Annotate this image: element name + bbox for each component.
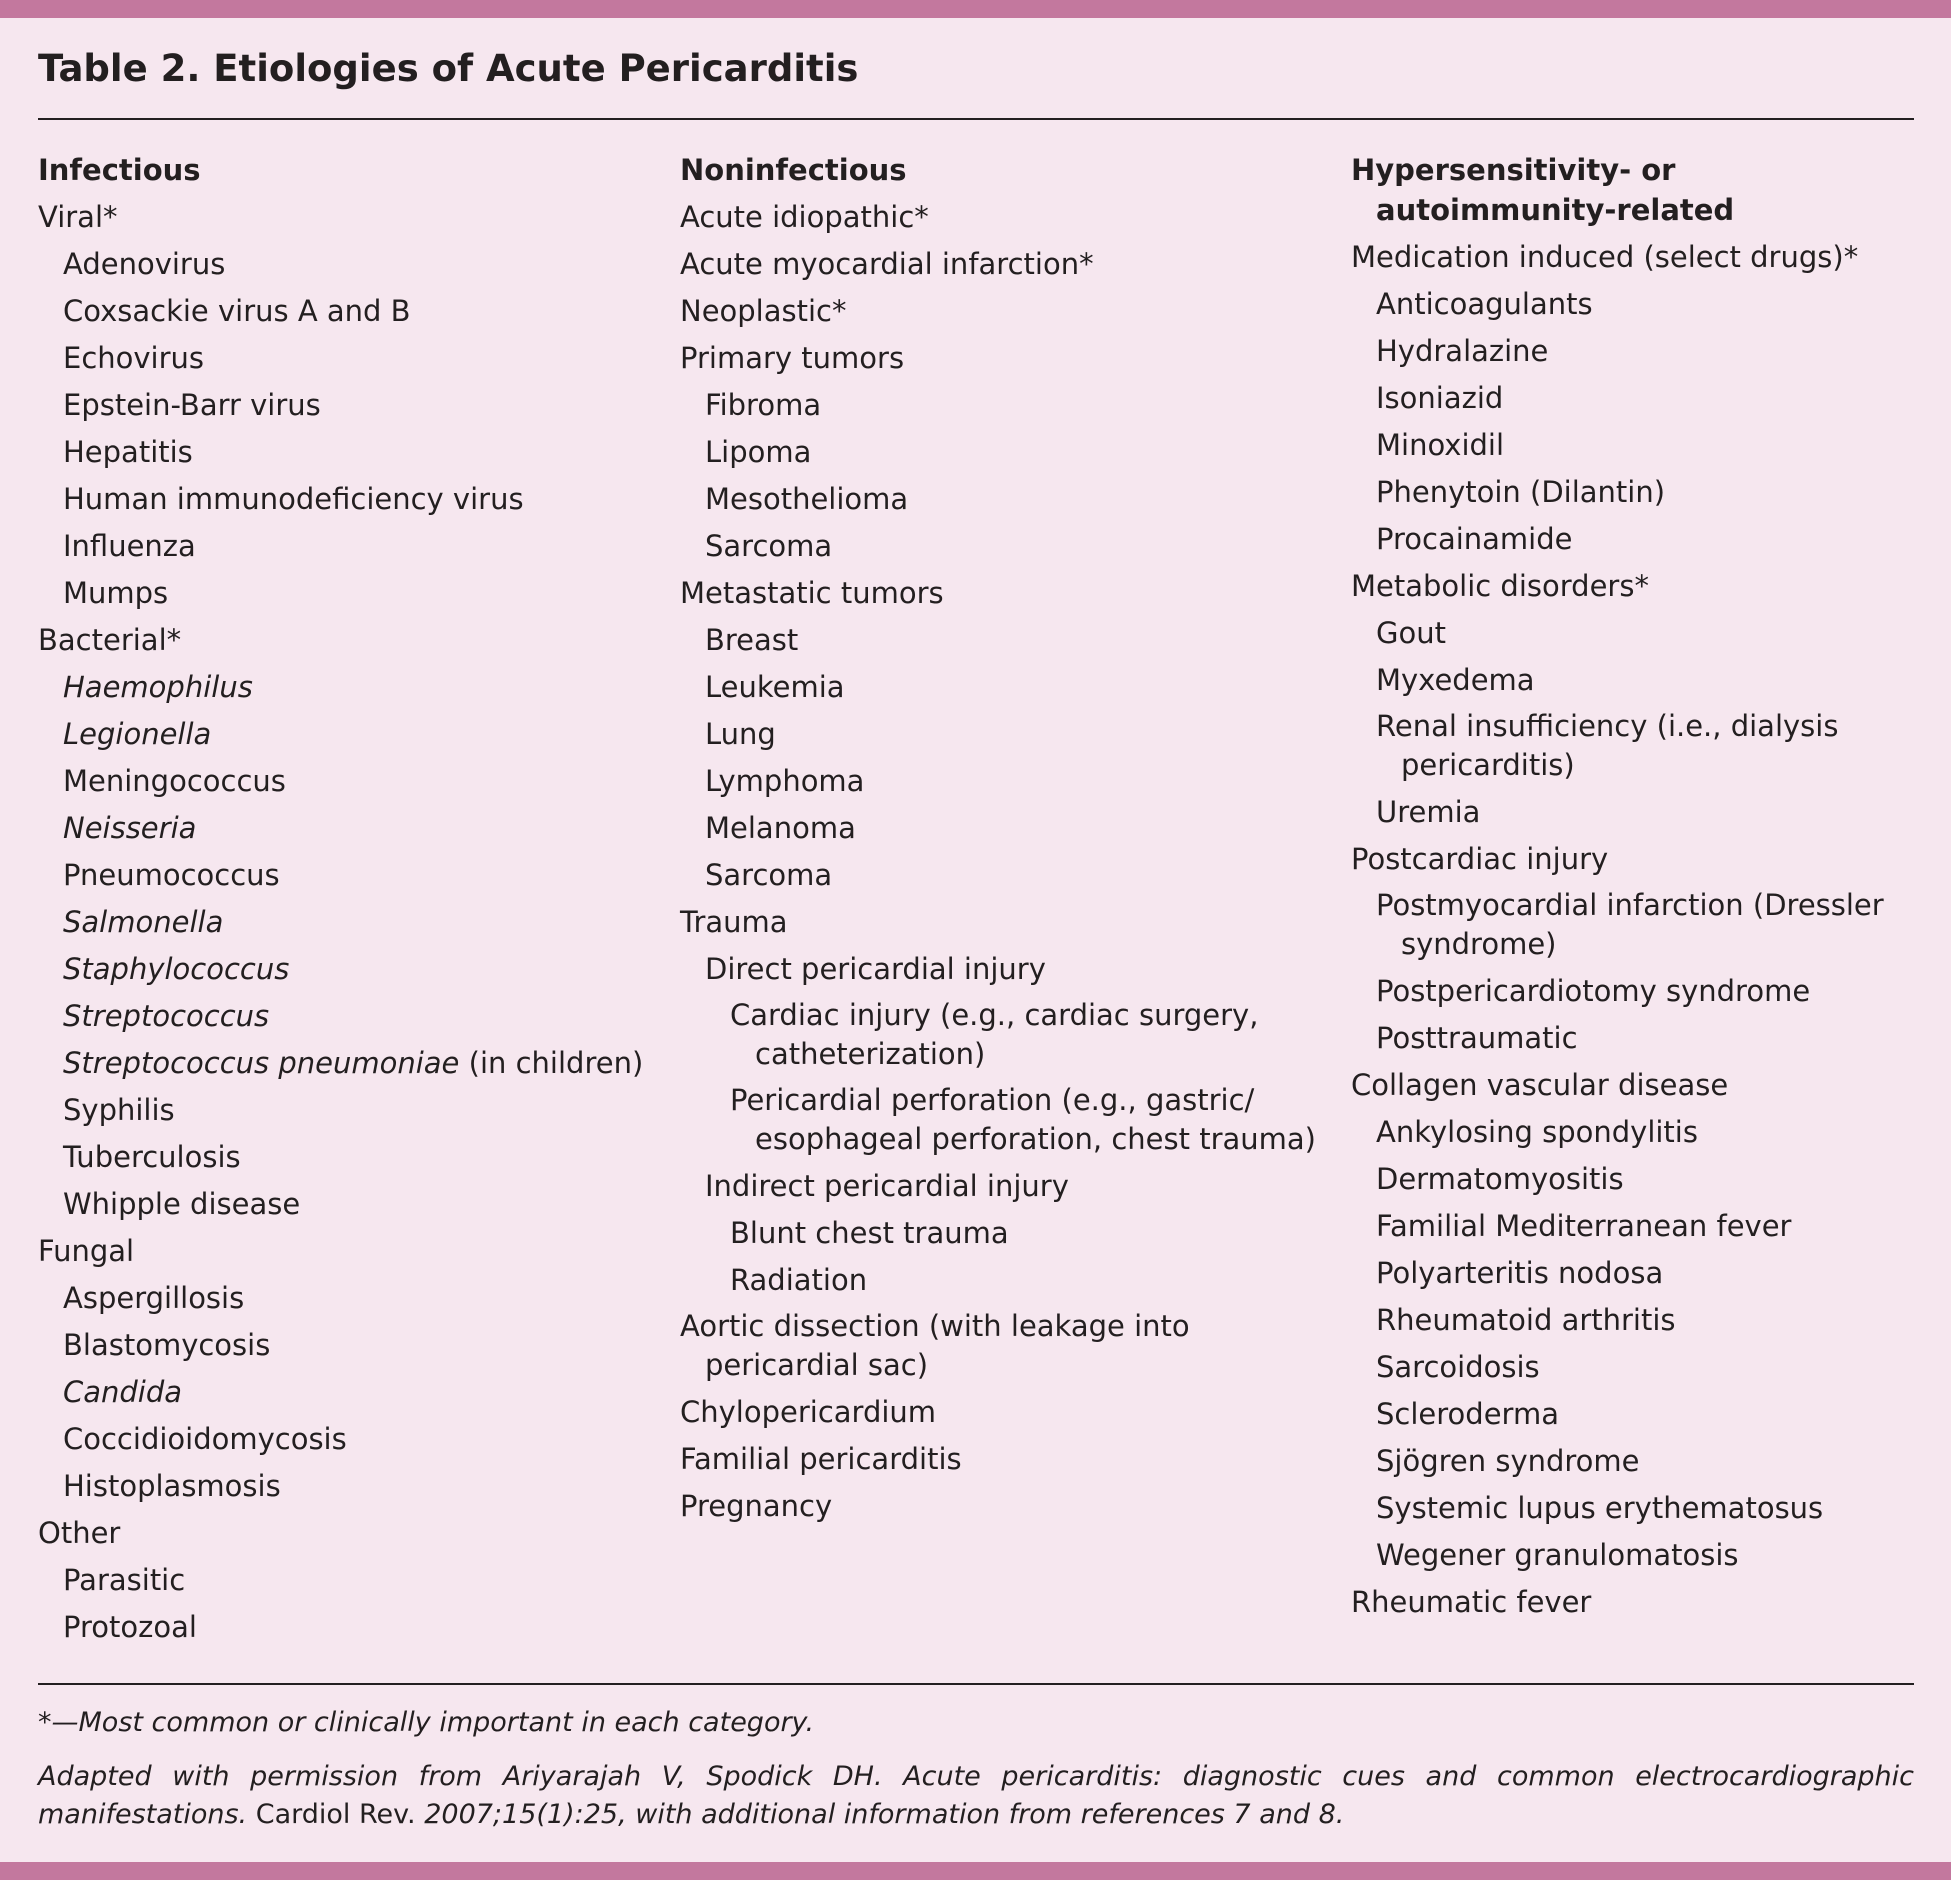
list-item bbox=[680, 244, 1340, 284]
list-item bbox=[38, 338, 658, 378]
column-infectious bbox=[38, 150, 658, 1654]
list-item-text: Legionella bbox=[63, 717, 212, 751]
list-item-text: Wegener granulomatosis bbox=[1376, 1538, 1739, 1572]
list-item-text: Scleroderma bbox=[1376, 1397, 1559, 1431]
list-item-text: Renal insufficiency (i.e., dialysis pericarditis) bbox=[1376, 709, 1839, 782]
list-item bbox=[38, 197, 658, 237]
list-item bbox=[1351, 1253, 1914, 1293]
list-item bbox=[1351, 1441, 1914, 1481]
list-item-text: Whipple disease bbox=[63, 1187, 301, 1221]
list-item-text: Sjögren syndrome bbox=[1376, 1444, 1640, 1478]
list-item bbox=[38, 1090, 658, 1130]
list-item bbox=[680, 1439, 1340, 1479]
list-item bbox=[1351, 566, 1914, 606]
column-heading: Noninfectious bbox=[680, 153, 907, 187]
list-item-text: Adenovirus bbox=[63, 247, 226, 281]
list-item bbox=[1351, 613, 1914, 653]
list-item bbox=[38, 1466, 658, 1506]
list-item bbox=[38, 479, 658, 519]
list-item-text: Candida bbox=[63, 1375, 183, 1409]
list-item-text: Viral* bbox=[38, 200, 118, 234]
list-item bbox=[1351, 519, 1914, 559]
list-item-text: Chylopericardium bbox=[680, 1395, 937, 1429]
source-journal: Cardiol Rev. bbox=[255, 1799, 416, 1830]
list-item bbox=[680, 338, 1340, 378]
list-item-text: Direct pericardial injury bbox=[705, 952, 1046, 986]
list-item bbox=[1351, 1065, 1914, 1105]
list-item-text: Sarcoidosis bbox=[1376, 1350, 1540, 1384]
top-color-band bbox=[0, 0, 1951, 18]
list-item-text: Ankylosing spondylitis bbox=[1376, 1115, 1698, 1149]
list-item bbox=[38, 667, 658, 707]
source-intro: Adapted with permission from Ariyarajah V, Spodick DH. Acute pericarditis: diagnostic cues and common electrocardiographic manifestations. bbox=[38, 1761, 1914, 1830]
list-item bbox=[680, 526, 1340, 566]
list-item-text: Tuberculosis bbox=[63, 1140, 241, 1174]
list-item-text: Indirect pericardial injury bbox=[705, 1169, 1069, 1203]
list-item bbox=[38, 385, 658, 425]
list-item-text: Human immunodeficiency virus bbox=[63, 482, 524, 516]
list-item bbox=[1351, 660, 1914, 700]
list-item-text: Phenytoin (Dilantin) bbox=[1376, 475, 1666, 509]
list-item bbox=[680, 1307, 1340, 1385]
list-item bbox=[38, 902, 658, 942]
list-item bbox=[680, 902, 1340, 942]
title-rule bbox=[38, 118, 1914, 120]
bottom-color-band bbox=[0, 1862, 1951, 1880]
list-item bbox=[38, 620, 658, 660]
list-item-text: Lung bbox=[705, 717, 776, 751]
list-item-text: Coxsackie virus A and B bbox=[63, 294, 411, 328]
list-item-text: Streptococcus pneumoniae bbox=[63, 1046, 460, 1080]
list-item bbox=[680, 573, 1340, 613]
list-item-text: Coccidioidomycosis bbox=[63, 1422, 347, 1456]
list-item-text: Lymphoma bbox=[705, 764, 865, 798]
list-item bbox=[1351, 378, 1914, 418]
list-item bbox=[38, 432, 658, 472]
list-item-text: Neoplastic* bbox=[680, 294, 847, 328]
list-item-text: Other bbox=[38, 1516, 121, 1550]
list-item-text: Trauma bbox=[680, 905, 788, 939]
list-item bbox=[680, 1166, 1340, 1206]
list-item-text: Myxedema bbox=[1376, 663, 1535, 697]
list-item bbox=[680, 808, 1340, 848]
list-item bbox=[1351, 1112, 1914, 1152]
list-item bbox=[38, 714, 658, 754]
list-item-text: Melanoma bbox=[705, 811, 856, 845]
list-item-text: Neisseria bbox=[63, 811, 197, 845]
list-item bbox=[680, 1081, 1340, 1159]
list-item-text: Acute myocardial infarction* bbox=[680, 247, 1094, 281]
list-item-text: Blastomycosis bbox=[63, 1328, 271, 1362]
list-item-text: Metabolic disorders* bbox=[1351, 569, 1649, 603]
list-item bbox=[38, 996, 658, 1036]
list-item-text: Pneumococcus bbox=[63, 858, 280, 892]
list-item bbox=[38, 1231, 658, 1271]
list-item bbox=[38, 1560, 658, 1600]
list-item-text: Anticoagulants bbox=[1376, 287, 1593, 321]
list-item bbox=[38, 1325, 658, 1365]
list-item bbox=[680, 1392, 1340, 1432]
list-item-text: Rheumatic fever bbox=[1351, 1585, 1592, 1619]
list-item bbox=[680, 1486, 1340, 1526]
list-item-text: Fibroma bbox=[705, 388, 822, 422]
list-item-text: Radiation bbox=[730, 1263, 868, 1297]
table-title: Table 2. Etiologies of Acute Pericarditis bbox=[38, 47, 859, 90]
list-item bbox=[680, 479, 1340, 519]
list-item-text: Posttraumatic bbox=[1376, 1021, 1578, 1055]
list-item-text: Meningococcus bbox=[63, 764, 286, 798]
column-noninfectious bbox=[680, 150, 1340, 1533]
list-item-text: Bacterial* bbox=[38, 623, 182, 657]
list-item bbox=[1351, 425, 1914, 465]
list-item-text: Primary tumors bbox=[680, 341, 905, 375]
asterisk-footnote: *—Most common or clinically important in each category. bbox=[38, 1707, 815, 1738]
list-item bbox=[680, 855, 1340, 895]
list-item-text: Epstein-Barr virus bbox=[63, 388, 321, 422]
list-item bbox=[1351, 792, 1914, 832]
list-item bbox=[680, 620, 1340, 660]
list-item-text: Mesothelioma bbox=[705, 482, 909, 516]
list-item bbox=[1351, 1206, 1914, 1246]
list-item bbox=[1351, 284, 1914, 324]
list-item bbox=[38, 244, 658, 284]
list-item bbox=[38, 291, 658, 331]
list-item bbox=[38, 1513, 658, 1553]
list-item bbox=[38, 1419, 658, 1459]
list-item-text: Medication induced (select drugs)* bbox=[1351, 240, 1859, 274]
list-item bbox=[1351, 237, 1914, 277]
list-item-text: Sarcoma bbox=[705, 858, 833, 892]
list-item bbox=[680, 432, 1340, 472]
list-item-text: Protozoal bbox=[63, 1610, 197, 1644]
list-item bbox=[1351, 1535, 1914, 1575]
footer-rule bbox=[38, 1683, 1914, 1685]
list-item bbox=[680, 385, 1340, 425]
list-item-text: Pericardial perforation (e.g., gastric/ esophageal perforation, chest trauma) bbox=[730, 1083, 1316, 1156]
list-item-text: Histoplasmosis bbox=[63, 1469, 281, 1503]
list-item bbox=[680, 761, 1340, 801]
list-item-text: Hepatitis bbox=[63, 435, 193, 469]
list-item-text: Hydralazine bbox=[1376, 334, 1549, 368]
list-item bbox=[38, 1137, 658, 1177]
list-item-text: Acute idiopathic* bbox=[680, 200, 929, 234]
list-item bbox=[1351, 971, 1914, 1011]
list-item-text: Collagen vascular disease bbox=[1351, 1068, 1729, 1102]
list-item-text: Polyarteritis nodosa bbox=[1376, 1256, 1664, 1290]
list-item-text: Procainamide bbox=[1376, 522, 1573, 556]
list-item-text: Syphilis bbox=[63, 1093, 175, 1127]
list-item-text: Leukemia bbox=[705, 670, 845, 704]
list-item-text: Sarcoma bbox=[705, 529, 833, 563]
list-item bbox=[38, 808, 658, 848]
list-item-text: Breast bbox=[705, 623, 799, 657]
list-item bbox=[680, 291, 1340, 331]
list-item bbox=[680, 996, 1340, 1074]
list-item-text: Metastatic tumors bbox=[680, 576, 944, 610]
list-item-text: Salmonella bbox=[63, 905, 224, 939]
list-item bbox=[1351, 1159, 1914, 1199]
list-item-suffix: (in children) bbox=[459, 1046, 644, 1080]
list-item-text: Postcardiac injury bbox=[1351, 842, 1609, 876]
list-item bbox=[680, 1213, 1340, 1253]
list-item-text: Influenza bbox=[63, 529, 196, 563]
list-item-text: Echovirus bbox=[63, 341, 205, 375]
list-item-text: Familial Mediterranean fever bbox=[1376, 1209, 1792, 1243]
list-item bbox=[1351, 331, 1914, 371]
list-item-text: Parasitic bbox=[63, 1563, 186, 1597]
list-item bbox=[1351, 1347, 1914, 1387]
list-item bbox=[38, 526, 658, 566]
list-item bbox=[1351, 886, 1914, 964]
list-item-text: Gout bbox=[1376, 616, 1446, 650]
list-item-text: Dermatomyositis bbox=[1376, 1162, 1624, 1196]
list-item-text: Streptococcus bbox=[63, 999, 270, 1033]
list-item bbox=[680, 667, 1340, 707]
list-item bbox=[1351, 839, 1914, 879]
list-item-text: Fungal bbox=[38, 1234, 135, 1268]
list-item bbox=[680, 197, 1340, 237]
list-item bbox=[38, 1184, 658, 1224]
list-item bbox=[1351, 1582, 1914, 1622]
list-item bbox=[1351, 1488, 1914, 1528]
list-item-text: Staphylococcus bbox=[63, 952, 290, 986]
list-item bbox=[38, 1043, 658, 1083]
source-outro: 2007;15(1):25, with additional information from references 7 and 8. bbox=[415, 1799, 1345, 1830]
list-item-text: Cardiac injury (e.g., cardiac surgery, catheterization) bbox=[730, 998, 1259, 1071]
list-item-text: Pregnancy bbox=[680, 1489, 833, 1523]
list-item bbox=[38, 1607, 658, 1647]
column-hypersensitivity bbox=[1351, 150, 1914, 1629]
list-item bbox=[38, 855, 658, 895]
list-item-text: Minoxidil bbox=[1376, 428, 1505, 462]
list-item-text: Aortic dissection (with leakage into pericardial sac) bbox=[680, 1309, 1190, 1382]
list-item-text: Aspergillosis bbox=[63, 1281, 245, 1315]
list-item-text: Rheumatoid arthritis bbox=[1376, 1303, 1676, 1337]
column-heading: Infectious bbox=[38, 153, 201, 187]
list-item-text: Isoniazid bbox=[1376, 381, 1504, 415]
list-item-text: Uremia bbox=[1376, 795, 1481, 829]
list-item bbox=[38, 1372, 658, 1412]
list-item-text: Haemophilus bbox=[63, 670, 253, 704]
column-heading: Hypersensitivity- or autoimmunity-related bbox=[1351, 153, 1735, 227]
list-item-text: Familial pericarditis bbox=[680, 1442, 962, 1476]
list-item bbox=[38, 1278, 658, 1318]
list-item-text: Systemic lupus erythematosus bbox=[1376, 1491, 1824, 1525]
list-item bbox=[38, 573, 658, 613]
list-item bbox=[680, 714, 1340, 754]
source-footnote bbox=[38, 1758, 1914, 1834]
list-item bbox=[38, 949, 658, 989]
list-item-text: Blunt chest trauma bbox=[730, 1216, 1009, 1250]
list-item bbox=[680, 1260, 1340, 1300]
list-item bbox=[1351, 472, 1914, 512]
list-item bbox=[680, 949, 1340, 989]
list-item bbox=[38, 761, 658, 801]
list-item-text: Mumps bbox=[63, 576, 169, 610]
list-item-text: Lipoma bbox=[705, 435, 812, 469]
list-item bbox=[1351, 1018, 1914, 1058]
list-item bbox=[1351, 707, 1914, 785]
list-item-text: Postpericardiotomy syndrome bbox=[1376, 974, 1811, 1008]
list-item bbox=[1351, 1394, 1914, 1434]
list-item bbox=[1351, 1300, 1914, 1340]
list-item-text: Postmyocardial infarction (Dressler syndrome) bbox=[1376, 888, 1884, 961]
